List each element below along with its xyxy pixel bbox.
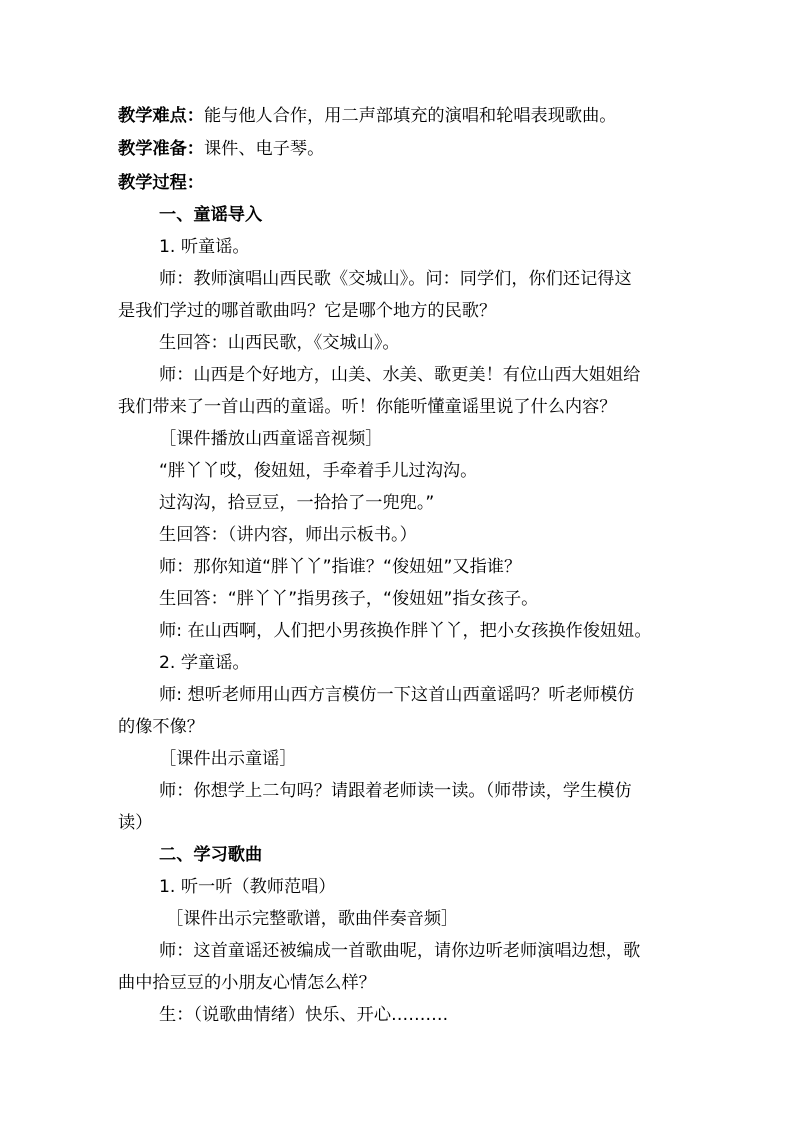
paragraph-11-line-2: 的像不像？ [118,717,204,737]
teaching-difficulty-label: 教学难点： [118,106,204,126]
paragraph-10: 师: 在山西啊，人们把小男孩换作胖丫丫，把小女孩换作俊妞妞。 [159,621,652,641]
paragraph-15-line-1: 师：这首童谣还被编成一首歌曲呢，请你边听老师演唱边想，歌 [159,941,641,961]
paragraph-3-line-2: 我们带来了一首山西的童谣。听！你能听懂童谣里说了什么内容？ [118,397,617,417]
paragraph-15-line-2: 曲中拾豆豆的小朋友心情怎么样？ [118,973,376,993]
paragraph-16: 生：（说歌曲情绪）快乐、开心………. [159,1005,449,1025]
teaching-process-label: 教学过程： [118,173,204,193]
teaching-preparation-text: 课件、电子琴。 [203,139,325,159]
section-title-2: 二、学习歌曲 [159,845,263,865]
paragraph-9: 生回答：“胖丫丫”指男孩子，“俊妞妞”指女孩子。 [159,589,539,609]
teaching-preparation-label: 教学准备： [118,139,204,159]
paragraph-7: 生回答：（讲内容，师出示板书。） [159,525,417,545]
paragraph-12: ［课件出示童谣］ [159,749,297,769]
paragraph-4: ［课件播放山西童谣音视频］ [159,429,383,449]
paragraph-11-line-1: 师: 想听老师用山西方言模仿一下这首山西童谣吗？听老师模仿 [159,685,635,705]
paragraph-14: ［课件出示完整歌谱，歌曲伴奏音频］ [166,909,459,929]
step-2-title: 2. 学童谣。 [159,653,250,673]
teaching-difficulty [118,104,616,128]
paragraph-6: 过沟沟，拾豆豆，一拾拾了一兜兜。” [159,493,435,513]
section-title-1: 一、童谣导入 [159,205,263,225]
paragraph-13-line-2: 读） [118,813,153,833]
paragraph-5: “胖丫丫哎，俊妞妞，手牵着手儿过沟沟。 [159,461,478,481]
paragraph-8: 师：那你知道“胖丫丫”指谁？“俊妞妞”又指谁？ [159,557,522,577]
paragraph-13-line-1: 师：你想学上二句吗？请跟着老师读一读。（师带读，学生模仿 [159,781,632,801]
paragraph-1-line-1: 师：教师演唱山西民歌《交城山》。问：同学们，你们还记得这 [159,269,632,289]
teaching-difficulty-text: 能与他人合作，用二声部填充的演唱和轮唱表现歌曲。 [203,106,617,126]
step-1-title: 1. 听童谣。 [159,237,250,257]
paragraph-2: 生回答：山西民歌，《交城山》。 [159,333,400,353]
teaching-preparation [118,137,324,161]
paragraph-1-line-2: 是我们学过的哪首歌曲吗？它是哪个地方的民歌？ [118,301,497,321]
paragraph-3-line-1: 师：山西是个好地方，山美、水美、歌更美！有位山西大姐姐给 [159,365,641,385]
step-3-title: 1. 听一听（教师范唱） [159,877,336,897]
